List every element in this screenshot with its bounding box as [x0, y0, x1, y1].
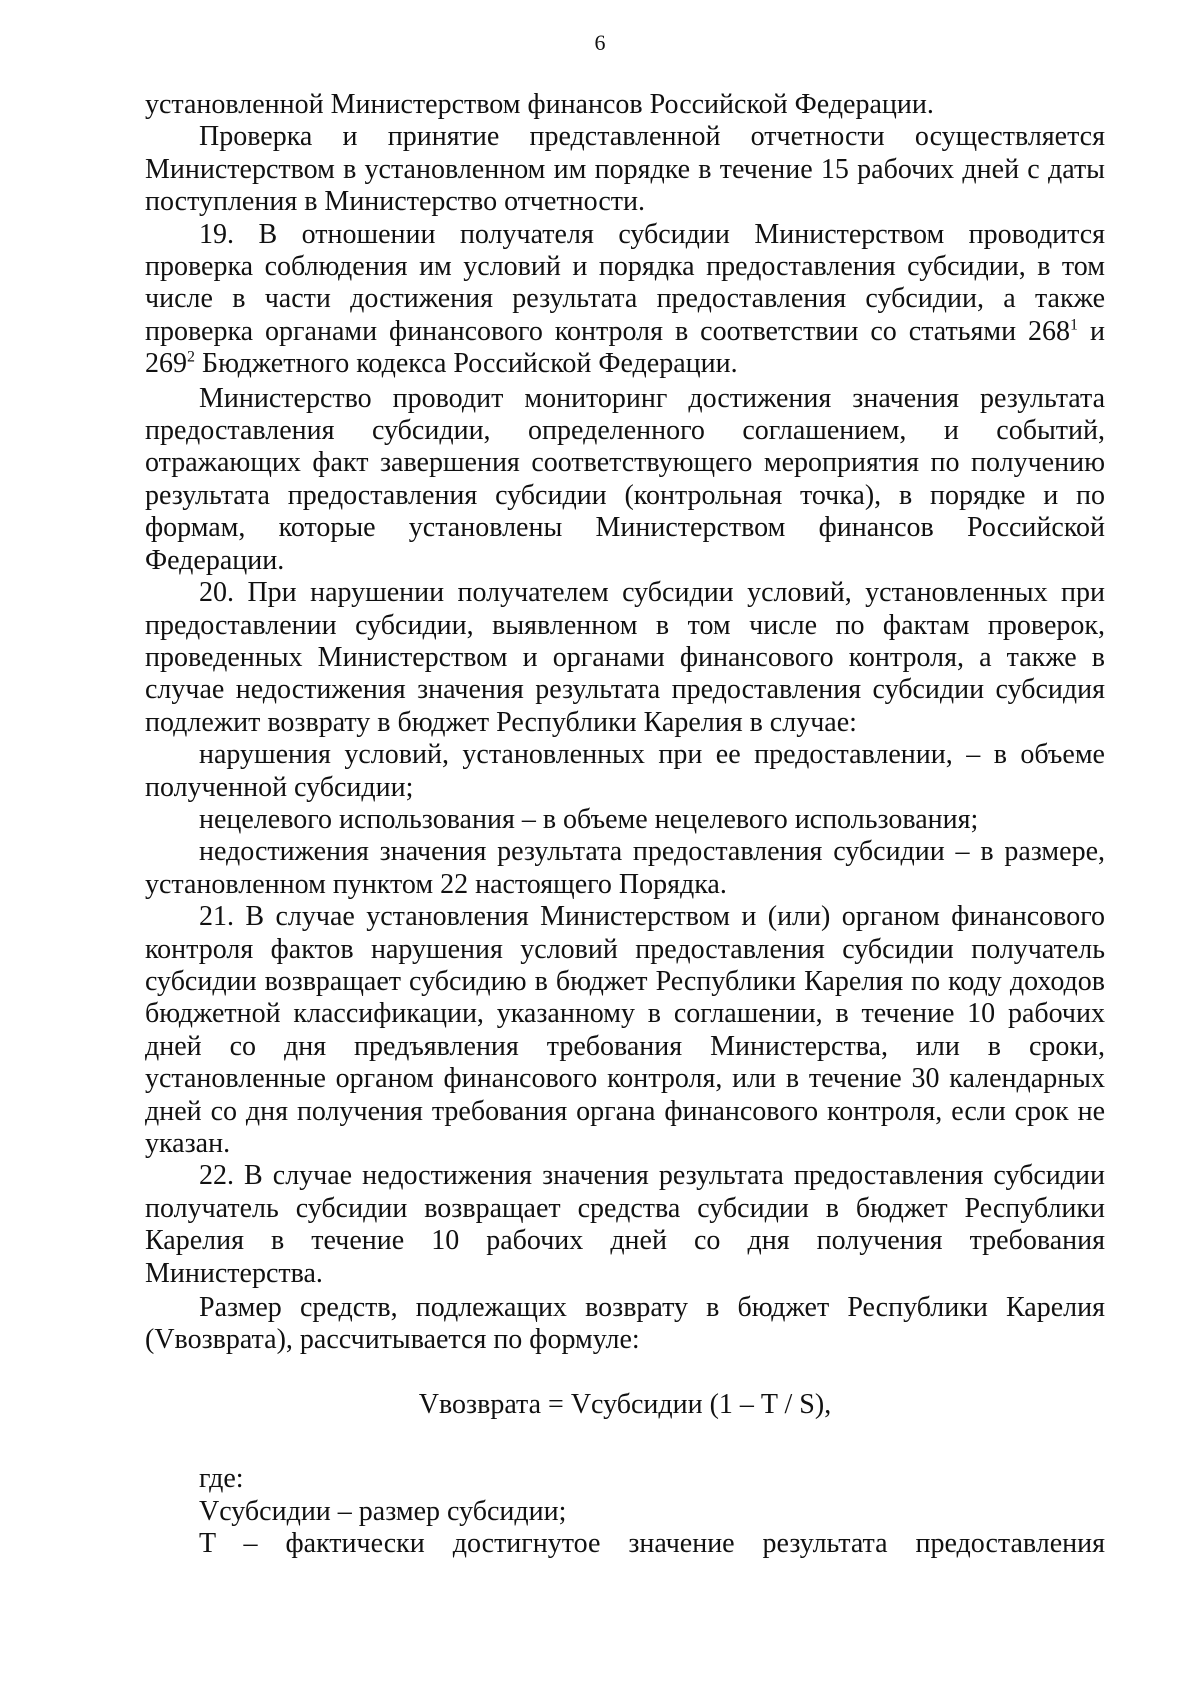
- article-268: 268: [1028, 315, 1071, 347]
- list-item-violation: нарушения условий, установленных при ее предоставлении, – в объеме полученной субсидии;: [145, 739, 1105, 803]
- paragraph-continuation: установленной Министерством финансов Российской Федерации.: [145, 89, 934, 120]
- paragraph-21: 21. В случае установления Министерством и (или) органом финансового контроля фактов нарушения условий предоставления субсидии получатель субсидии возвращает субсидию в бюджет Республики Карелия по коду доходов бюджетной классификации, указанному в соглашении, в течение 10 рабочих дней со дня предъявления требования Министерства, или в сроки, установленные органом финансового контроля, или в течение 30 календарных дней со дня получения требования органа финансового контроля, если срок не указан.: [145, 901, 1105, 1159]
- refund-formula: Vвозврата = Vсубсидии (1 – T / S),: [418, 1388, 832, 1420]
- article-conjunction: и: [1078, 315, 1106, 347]
- definition-v-subsidy: Vсубсидии – размер субсидии;: [199, 1495, 567, 1527]
- list-item-underachievement: недостижения значения результата предоставления субсидии – в размере, установленном пунктом 22 настоящего Порядка.: [145, 836, 1105, 900]
- article-269: 269: [145, 348, 187, 380]
- paragraph-report-check: Проверка и принятие представленной отчетности осуществляется Министерством в установленном им порядке в течение 15 рабочих дней с даты поступления в Министерство отчетности.: [145, 121, 1105, 218]
- list-item-misuse: нецелевого использования – в объеме нецелевого использования;: [199, 803, 979, 835]
- page-number: 6: [594, 30, 606, 55]
- paragraph-20: 20. При нарушении получателем субсидии условий, установленных при предоставлении субсидии, выявленном в том числе по фактам проверок, проведенных Министерством и органами финансового контроля, а также в случае недостижения значения результата предоставления субсидии субсидия подлежит возврату в бюджет Республики Карелия в случае:: [145, 577, 1105, 738]
- article-269-superscript: 2: [187, 348, 195, 366]
- paragraph-19-tail: Бюджетного кодекса Российской Федерации.: [195, 348, 738, 380]
- paragraph-monitoring: Министерство проводит мониторинг достижения значения результата предоставления субсидии, определенного соглашением, и событий, отражающих факт завершения соответствующего мероприятия по получению результата предоставления субсидии (контрольная точка), в порядке и по формам, которые установлены Министерством финансов Российской Федерации.: [145, 382, 1105, 576]
- paragraph-19: [145, 219, 1105, 381]
- paragraph-19-text: 19. В отношении получателя субсидии Министерством проводится проверка соблюдения им условий и порядка предоставления субсидии, в том числе в части достижения результата предоставления субсидии, а также проверка органами финансового контроля в соответствии со статьями: [145, 218, 1105, 347]
- article-268-superscript: 1: [1070, 316, 1079, 334]
- definition-t-value: T – фактически достигнутое значение результата предоставления: [199, 1528, 1105, 1560]
- paragraph-22: 22. В случае недостижения значения результата предоставления субсидии получатель субсидии возвращает средства субсидии в бюджет Республики Карелия в течение 10 рабочих дней со дня получения требования Министерства.: [145, 1160, 1105, 1289]
- definitions-where: где:: [199, 1463, 244, 1495]
- document-body: [145, 89, 1105, 1560]
- paragraph-refund-size: Размер средств, подлежащих возврату в бюджет Республики Карелия (Vвозврата), рассчитывается по формуле:: [145, 1292, 1105, 1356]
